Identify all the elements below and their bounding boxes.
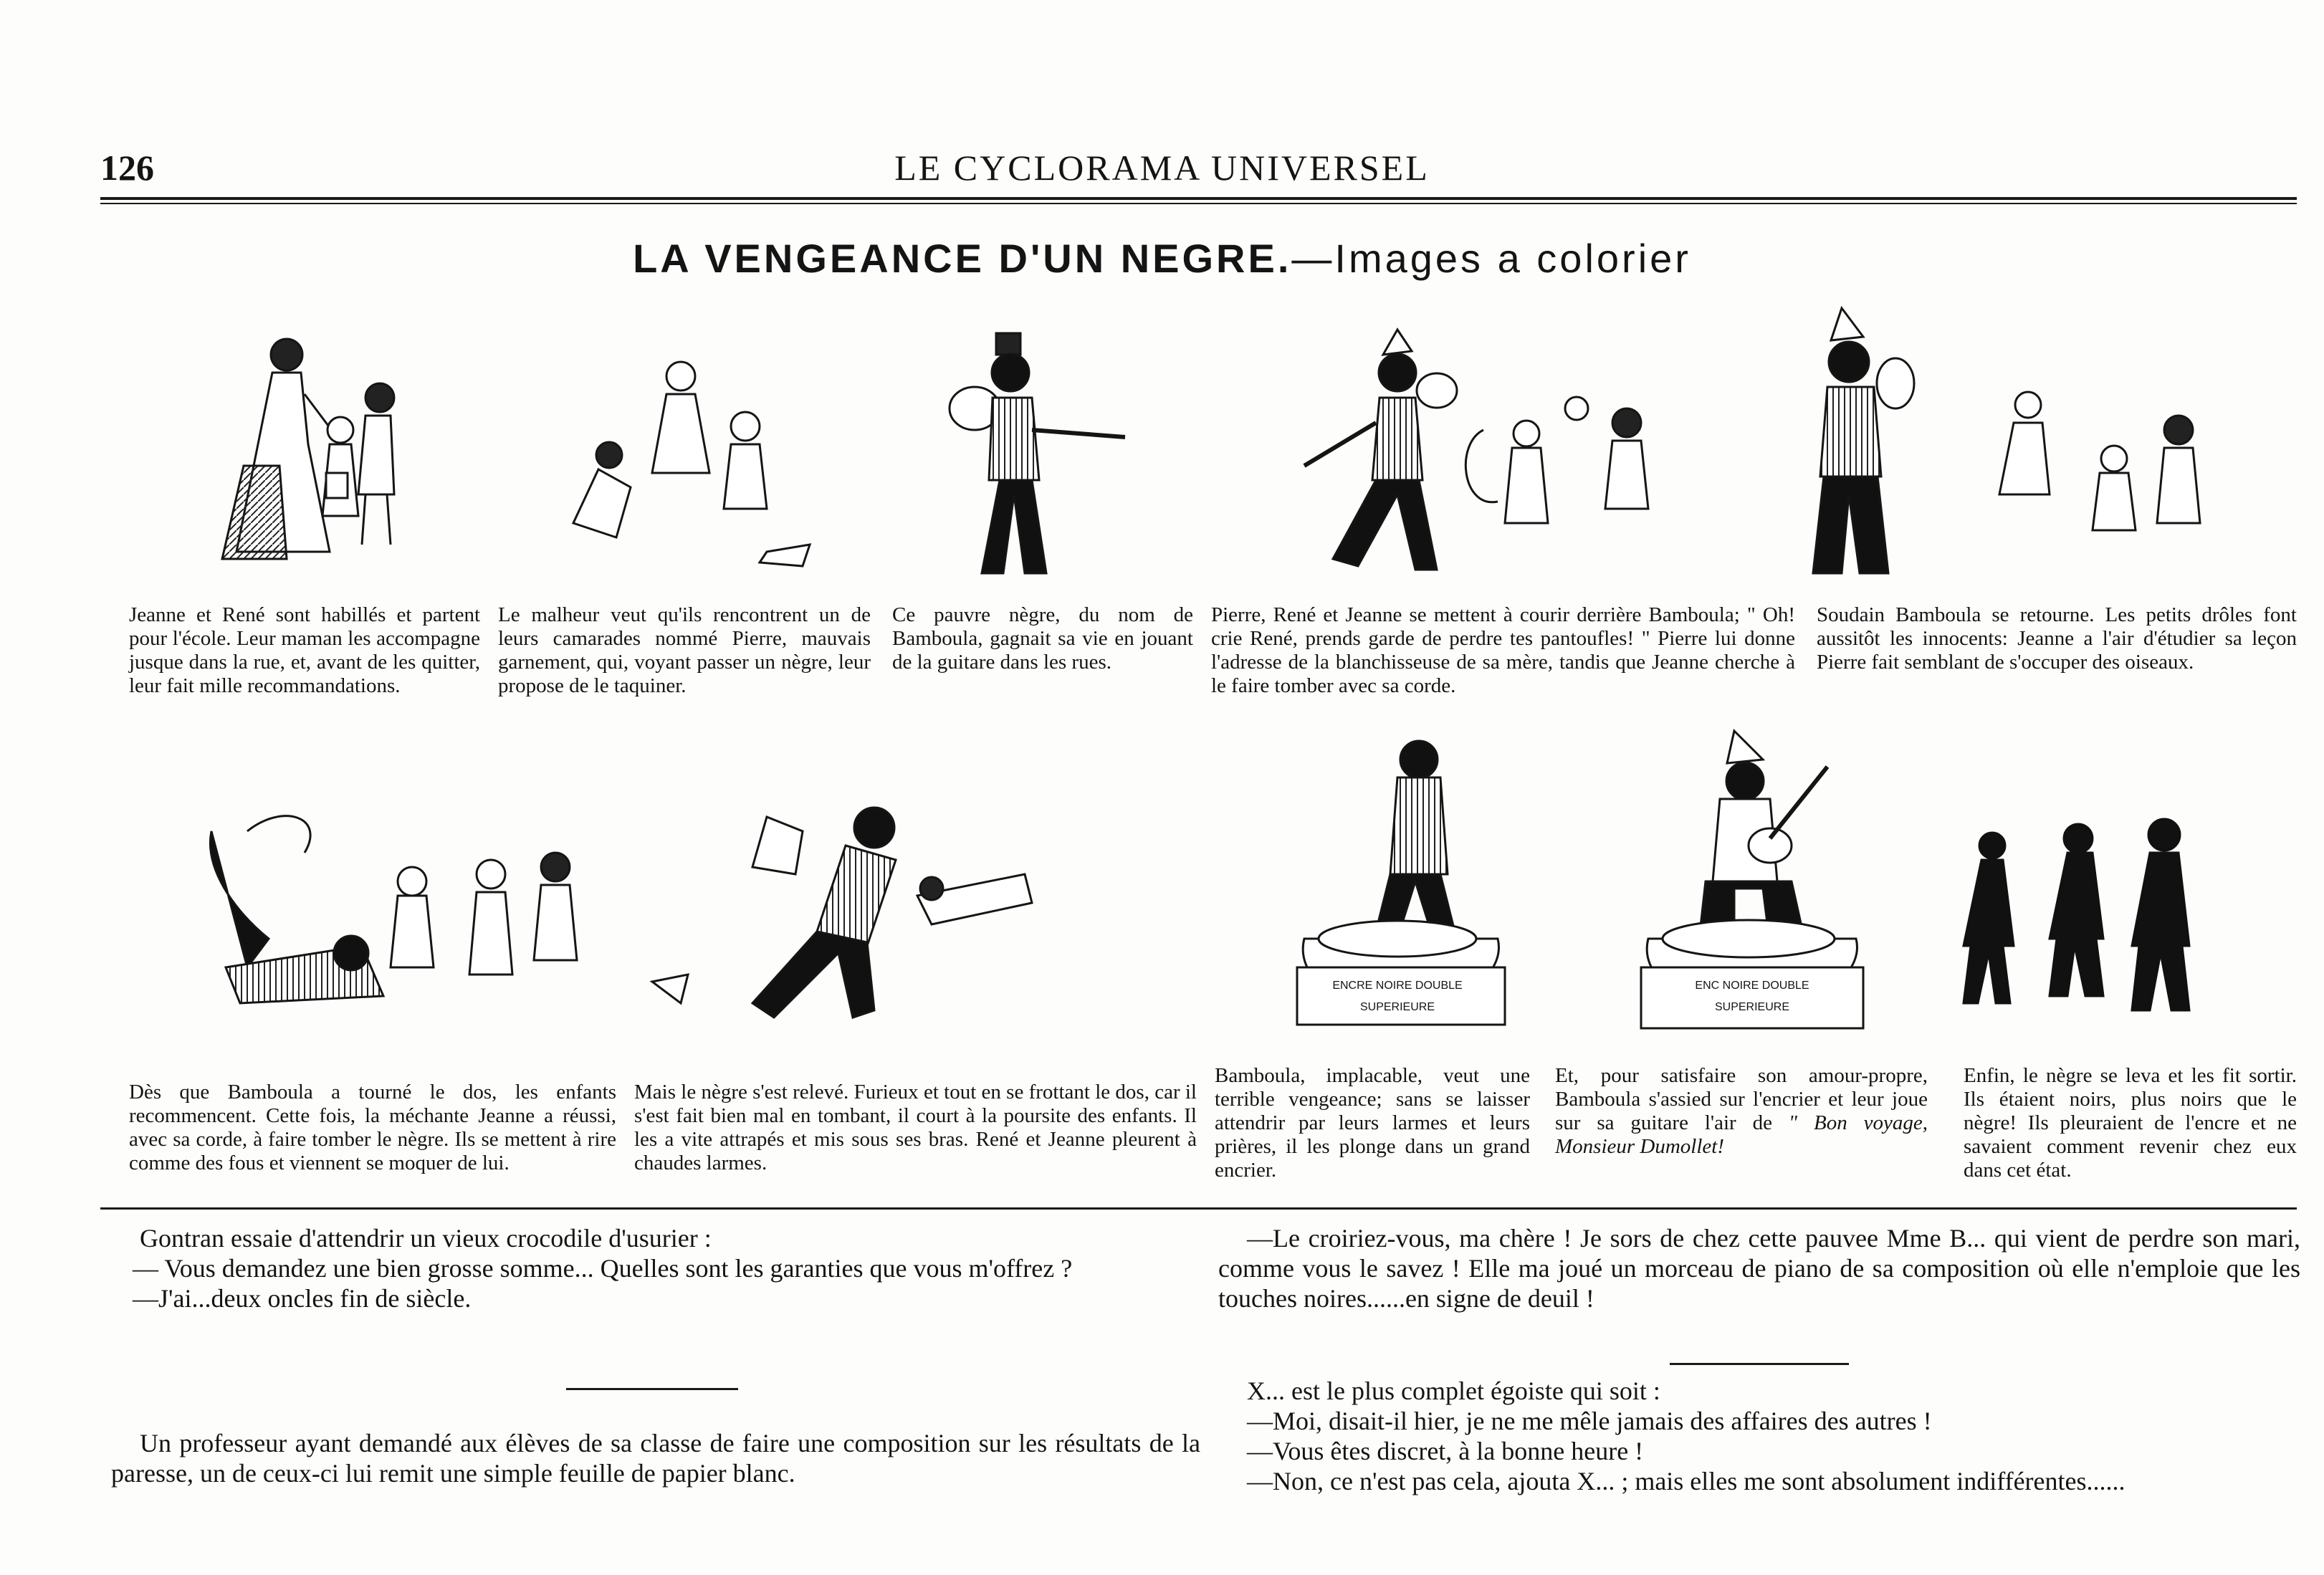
- header-rule-thick: [100, 197, 2297, 200]
- caption-8: Bamboula, implacable, veut une terrible vengeance; sans se laisser attendrir par leurs larmes et leurs prières, il les plonge dans un grand encrier.: [1215, 1064, 1530, 1182]
- illustration-panel-8: [1290, 731, 1512, 1039]
- joke-1: [111, 1223, 1200, 1313]
- joke-1-line-1: Gontran essaie d'attendrir un vieux crocodile d'usurier :: [140, 1224, 712, 1253]
- caption-9-text: Et, pour satisfaire son amour-propre, Bamboula s'assied sur l'encrier et leur joue sur sa guitare l'air de: [1555, 1064, 1928, 1134]
- illustration-panel-10: [1935, 817, 2222, 1032]
- joke-4-line-2: —Moi, disait-il hier, je ne me mêle jamais des affaires des autres !: [1247, 1407, 1932, 1435]
- article-title-sub: —Images a colorier: [1291, 236, 1691, 281]
- illustration-panel-2: [530, 337, 831, 580]
- inkwell-label-4: SUPERIEURE: [1714, 1001, 1790, 1013]
- joke-4-line-3: —Vous êtes discret, à la bonne heure !: [1247, 1437, 1644, 1465]
- joke-3: —Le croiriez-vous, ma chère ! Je sors de chez cette pauvee Mme B... qui vient de perdre son mari, comme vous le savez ! Elle ma joué un morceau de piano de sa composition où elle n'emploie que les touches noires......en signe de deuil !: [1218, 1224, 2300, 1313]
- joke-4-line-4: —Non, ce n'est pas cela, ajouta X... ; mais elles me sont absolument indifférentes......: [1247, 1467, 2125, 1495]
- header-rule-thin: [100, 203, 2297, 204]
- caption-3: Ce pauvre nègre, du nom de Bamboula, gagnait sa vie en jouant de la guitare dans les rues.: [892, 603, 1193, 674]
- inkwell-label-2: SUPERIEURE: [1359, 1001, 1435, 1013]
- joke-separator-left: [566, 1388, 738, 1390]
- caption-9: [1555, 1064, 1928, 1159]
- joke-1-line-2: — Vous demandez une bien grosse somme... Quelles sont les garanties que vous m'offrez ?: [133, 1254, 1073, 1283]
- caption-4: Pierre, René et Jeanne se mettent à courir derrière Bamboula; " Oh! crie René, prends garde de perdre tes pantoufles! " Pierre lui donne l'adresse de la blanchisseuse de sa mère, tandis que Jeanne cherche à le faire tomber avec sa corde.: [1211, 603, 1795, 697]
- page-number: 126: [100, 148, 154, 188]
- illustration-panel-6: [183, 803, 613, 1018]
- illustration-panel-4: [1290, 322, 1734, 595]
- caption-7: Mais le nègre s'est relevé. Furieux et tout en se frottant le dos, car il s'est fait bien mal en tombant, il court à la poursite des enfants. Il les a vite attrapés et mis sous ses bras. René et Jeanne pleurent à chaudes larmes.: [634, 1081, 1197, 1174]
- illustration-panel-7: [631, 788, 1089, 1046]
- joke-4-line-1: X... est le plus complet égoiste qui soit :: [1247, 1377, 1660, 1405]
- joke-4: [1218, 1376, 2300, 1496]
- running-title: LE CYCLORAMA UNIVERSEL: [894, 148, 1430, 188]
- joke-1-line-3: —J'ai...deux oncles fin de siècle.: [133, 1284, 472, 1313]
- caption-1: Jeanne et René sont habillés et partent pour l'école. Leur maman les accompagne jusque dans la rue, et, avant de les quitter, leur fait mille recommandations.: [129, 603, 480, 697]
- caption-6: Dès que Bamboula a tourné le dos, les enfants recommencent. Cette fois, la méchante Jeanne a réussi, avec sa corde, à faire tomber le nègre. Ils se mettent à rire comme des fous et viennent se moquer de lui.: [129, 1081, 616, 1174]
- caption-2: Le malheur veut qu'ils rencontrent un de leurs camarades nommé Pierre, mauvais garnement, qui, voyant passer un nègre, leur propose de le taquiner.: [498, 603, 871, 697]
- caption-10: Enfin, le nègre se leva et les fit sortir. Ils étaient noirs, plus noirs que le nègre! Ils pleuraient de l'encre et ne savaient comment revenir chez eux dans cet état.: [1964, 1064, 2297, 1182]
- inkwell-label-1: ENCRE NOIRE DOUBLE: [1332, 980, 1463, 992]
- illustration-panel-5: [1763, 301, 2236, 595]
- article-title-main: LA VENGEANCE D'UN NEGRE.: [633, 236, 1292, 281]
- caption-5: Soudain Bamboula se retourne. Les petits drôles font aussitôt les innocents: Jeanne a l'air d'étudier sa leçon Pierre fait semblant de s'occuper des oiseaux.: [1817, 603, 2297, 674]
- caption-9-song: " Bon voyage, Monsieur Dumollet!: [1555, 1111, 1928, 1158]
- joke-separator-right: [1670, 1363, 1849, 1365]
- article-title: [0, 235, 2324, 282]
- illustration-panel-3: [946, 330, 1139, 588]
- section-rule: [100, 1207, 2297, 1210]
- inkwell-label-3: ENC NOIRE DOUBLE: [1695, 980, 1809, 992]
- illustration-panel-9: [1627, 724, 1885, 1039]
- illustration-panel-1: [165, 330, 466, 588]
- joke-2: Un professeur ayant demandé aux élèves de sa classe de faire une composition sur les résultats de la paresse, un de ceux-ci lui remit une simple feuille de papier blanc.: [111, 1429, 1200, 1488]
